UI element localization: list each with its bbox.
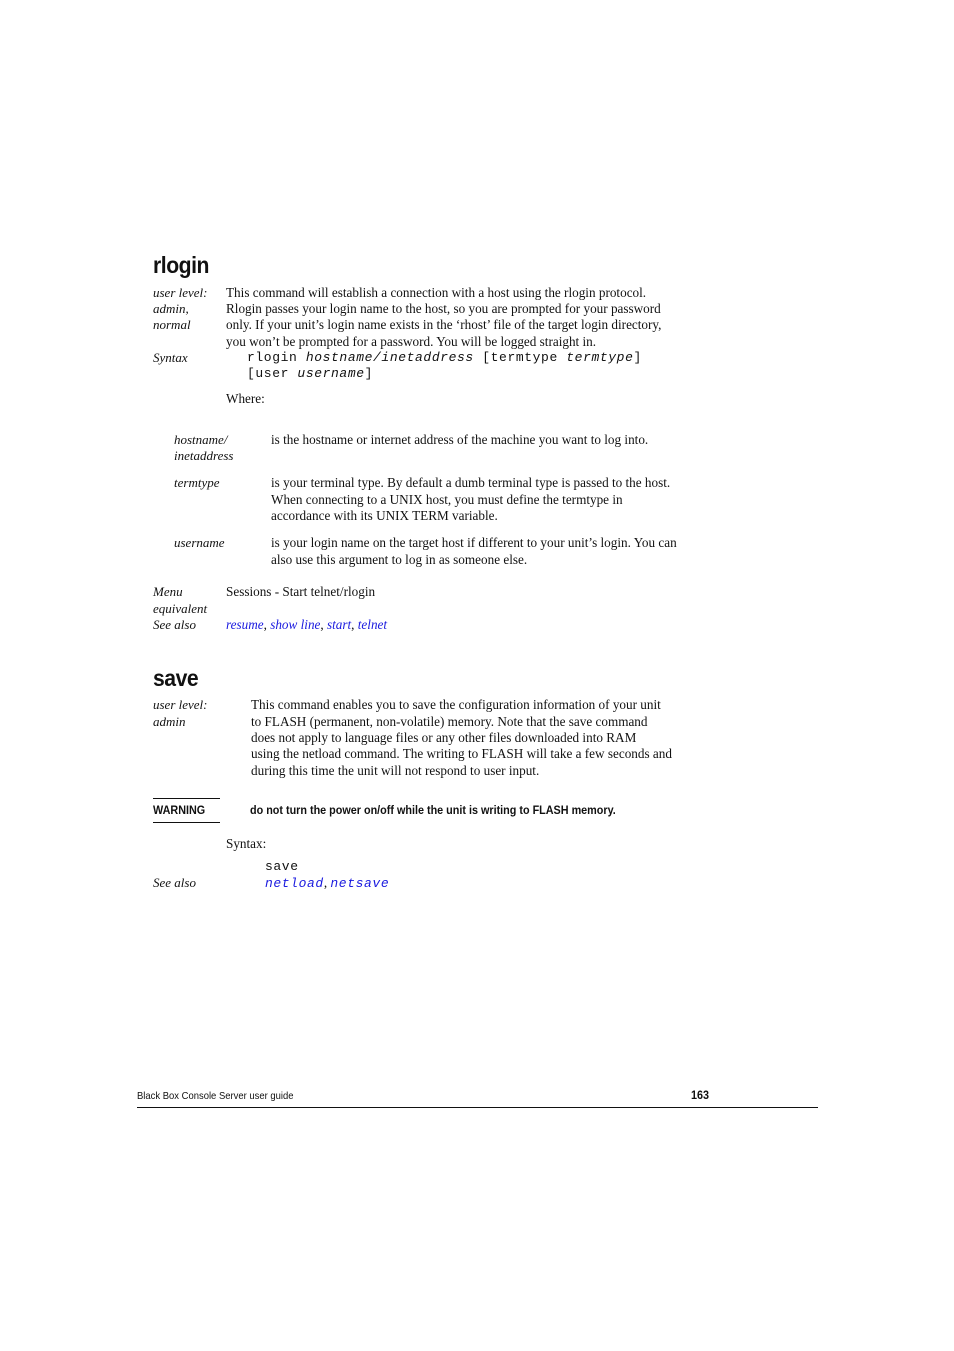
syntax-command: rlogin bbox=[247, 350, 306, 365]
param-name: username bbox=[174, 535, 225, 550]
footer-page-number: 163 bbox=[691, 1088, 710, 1102]
rlogin-description-line: only. If your unit’s login name exists in the ‘rhost’ file of the target login directory, bbox=[226, 317, 662, 332]
save-heading: save bbox=[153, 665, 199, 691]
param-description: is your login name on the target host if different to your unit’s login. You can bbox=[271, 535, 677, 550]
menu-equivalent-label: equivalent bbox=[153, 601, 208, 616]
save-user-level-label: user level: bbox=[153, 697, 208, 712]
warning-top-rule bbox=[153, 798, 220, 799]
link-start[interactable]: start bbox=[326, 617, 352, 632]
syntax-text: ] bbox=[633, 350, 642, 365]
param-name: hostname/ bbox=[174, 432, 228, 447]
separator: , bbox=[320, 617, 327, 632]
menu-equivalent-value: Sessions - Start telnet/rlogin bbox=[226, 584, 376, 599]
link-resume[interactable]: resume bbox=[226, 617, 264, 632]
save-description-line: This command enables you to save the configuration information of your unit bbox=[251, 697, 661, 712]
syntax-text: ] bbox=[364, 366, 374, 381]
param-description: is the hostname or internet address of the machine you want to log into. bbox=[271, 432, 649, 447]
save-see-also-links bbox=[265, 875, 389, 891]
separator: , bbox=[323, 875, 331, 890]
rlogin-description-line: you won’t be prompted for a password. You will be logged straight in. bbox=[226, 334, 597, 349]
separator: , bbox=[263, 617, 271, 632]
link-show-line[interactable]: show line bbox=[270, 617, 321, 632]
save-syntax-label: Syntax: bbox=[226, 836, 267, 851]
rlogin-description-line: Rlogin passes your login name to the host, so you are prompted for your password bbox=[226, 301, 661, 316]
rlogin-description-line: This command will establish a connection with a host using the rlogin protocol. bbox=[226, 285, 647, 300]
rlogin-user-level-admin: admin, bbox=[153, 301, 189, 316]
param-description: is your terminal type. By default a dumb terminal type is passed to the host. bbox=[271, 475, 671, 490]
rlogin-syntax-line-1 bbox=[247, 350, 642, 365]
syntax-arg-username: username bbox=[297, 366, 365, 381]
save-see-also-label: See also bbox=[153, 875, 196, 890]
save-syntax-command: save bbox=[265, 859, 299, 874]
rlogin-syntax-line-2 bbox=[247, 366, 373, 381]
separator: , bbox=[351, 617, 358, 632]
syntax-text: [user bbox=[247, 366, 298, 381]
save-user-level-admin: admin bbox=[153, 714, 186, 729]
save-description-line: using the netload command. The writing to FLASH will take a few seconds and bbox=[251, 746, 672, 761]
footer-title: Black Box Console Server user guide bbox=[137, 1090, 294, 1102]
rlogin-syntax-label: Syntax bbox=[153, 350, 188, 365]
warning-bottom-rule bbox=[153, 822, 220, 823]
link-telnet[interactable]: telnet bbox=[357, 617, 388, 632]
rlogin-see-also-label: See also bbox=[153, 617, 196, 632]
save-description-line: to FLASH (permanent, non-volatile) memory. Note that the save command bbox=[251, 714, 648, 729]
save-description-line: does not apply to language files or any other files downloaded into RAM bbox=[251, 730, 637, 745]
link-netsave[interactable]: netsave bbox=[330, 876, 390, 891]
param-description: When connecting to a UNIX host, you must define the termtype in bbox=[271, 492, 623, 507]
link-netload[interactable]: netload bbox=[265, 876, 324, 891]
rlogin-user-level-normal: normal bbox=[153, 317, 191, 332]
param-name: termtype bbox=[174, 475, 220, 490]
syntax-text: [termtype bbox=[473, 350, 567, 365]
param-description: accordance with its UNIX TERM variable. bbox=[271, 508, 498, 523]
warning-text: do not turn the power on/off while the unit is writing to FLASH memory. bbox=[250, 803, 616, 817]
rlogin-see-also-links bbox=[226, 617, 387, 633]
param-description: also use this argument to log in as someone else. bbox=[271, 552, 528, 567]
warning-label: WARNING bbox=[153, 803, 206, 817]
syntax-arg-hostname: hostname/inetaddress bbox=[305, 350, 474, 365]
syntax-arg-termtype: termtype bbox=[566, 350, 634, 365]
rlogin-heading: rlogin bbox=[153, 252, 210, 278]
param-name: inetaddress bbox=[174, 448, 234, 463]
rlogin-where-label: Where: bbox=[226, 391, 265, 406]
menu-equivalent-label: Menu bbox=[153, 584, 183, 599]
save-description-line: during this time the unit will not respond to user input. bbox=[251, 763, 540, 778]
footer-rule bbox=[137, 1107, 818, 1108]
rlogin-user-level-label: user level: bbox=[153, 285, 208, 300]
